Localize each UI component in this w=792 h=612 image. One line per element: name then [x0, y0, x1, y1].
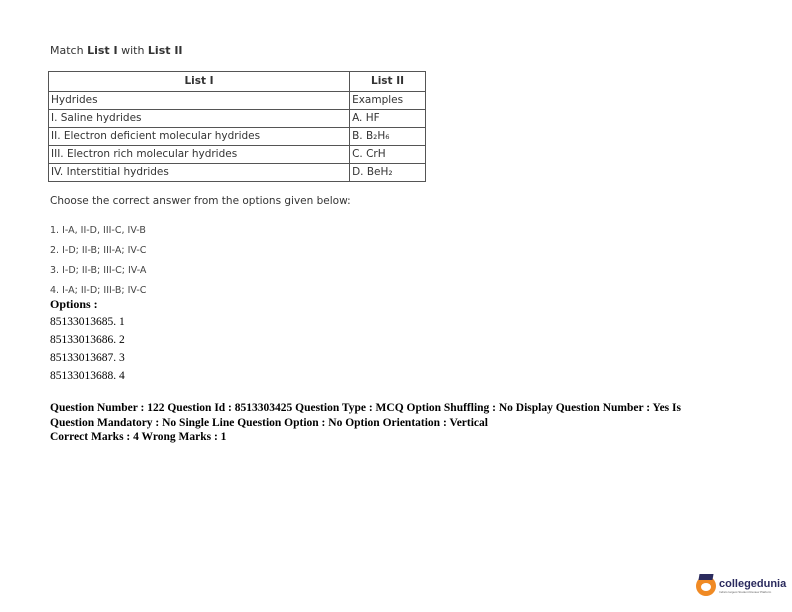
- graduate-icon: [696, 576, 716, 596]
- table-row: [49, 146, 426, 164]
- meta-line: Correct Marks : 4 Wrong Marks : 1: [50, 431, 227, 443]
- logo-text: collegedunia: [719, 577, 787, 590]
- table-cell: III. Electron rich molecular hydrides: [49, 146, 350, 164]
- choose-instruction: Choose the correct answer from the options given below:: [50, 195, 351, 207]
- options-title: Options :: [50, 297, 98, 311]
- table-cell: Hydrides: [49, 92, 350, 110]
- table-cell: Examples: [350, 92, 426, 110]
- table-cell: A. HF: [350, 110, 426, 128]
- table-cell: II. Electron deficient molecular hydrides: [49, 128, 350, 146]
- table-cell: D. BeH₂: [350, 164, 426, 182]
- table-row: [49, 110, 426, 128]
- list-item: 3. I-D; II-B; III-C; IV-A: [50, 265, 147, 276]
- list-item: 1. I-A, II-D, III-C, IV-B: [50, 225, 146, 236]
- list-item: 85133013686. 2: [50, 334, 125, 346]
- question-prefix: Match: [50, 44, 88, 57]
- question-metadata: [50, 401, 750, 445]
- table-row: [49, 164, 426, 182]
- question-heading: [50, 44, 183, 57]
- table-cell: I. Saline hydrides: [49, 110, 350, 128]
- match-table: [48, 71, 426, 182]
- table-cell: B. B₂H₆: [350, 128, 426, 146]
- list-one-label: List I: [87, 44, 118, 57]
- list-item: 85133013685. 1: [50, 316, 125, 328]
- list-item: 4. I-A; II-D; III-B; IV-C: [50, 285, 147, 296]
- table-header-list-two: List II: [350, 72, 426, 92]
- collegedunia-logo: [696, 576, 786, 596]
- options-list: [50, 314, 125, 386]
- meta-line: Question Mandatory : No Single Line Question Option : No Option Orientation : Vertical: [50, 416, 488, 429]
- list-item: 2. I-D; II-B; III-A; IV-C: [50, 245, 147, 256]
- list-two-label: List II: [147, 44, 183, 57]
- answer-list: [50, 222, 146, 302]
- table-header-list-one: List I: [49, 72, 350, 92]
- table-row: [49, 92, 426, 110]
- table-row: [49, 128, 426, 146]
- meta-line: Question Number : 122 Question Id : 8513303425 Question Type : MCQ Option Shuffling : No Display Question Number : Yes Is: [50, 402, 681, 414]
- table-cell: IV. Interstitial hydrides: [49, 164, 350, 182]
- table-cell: C. CrH: [350, 146, 426, 164]
- question-with: with: [117, 44, 148, 57]
- table-header-row: [49, 72, 426, 92]
- logo-tagline: India's largest Student Review Platform: [719, 589, 772, 594]
- list-item: 85133013687. 3: [50, 352, 125, 364]
- list-item: 85133013688. 4: [50, 370, 125, 382]
